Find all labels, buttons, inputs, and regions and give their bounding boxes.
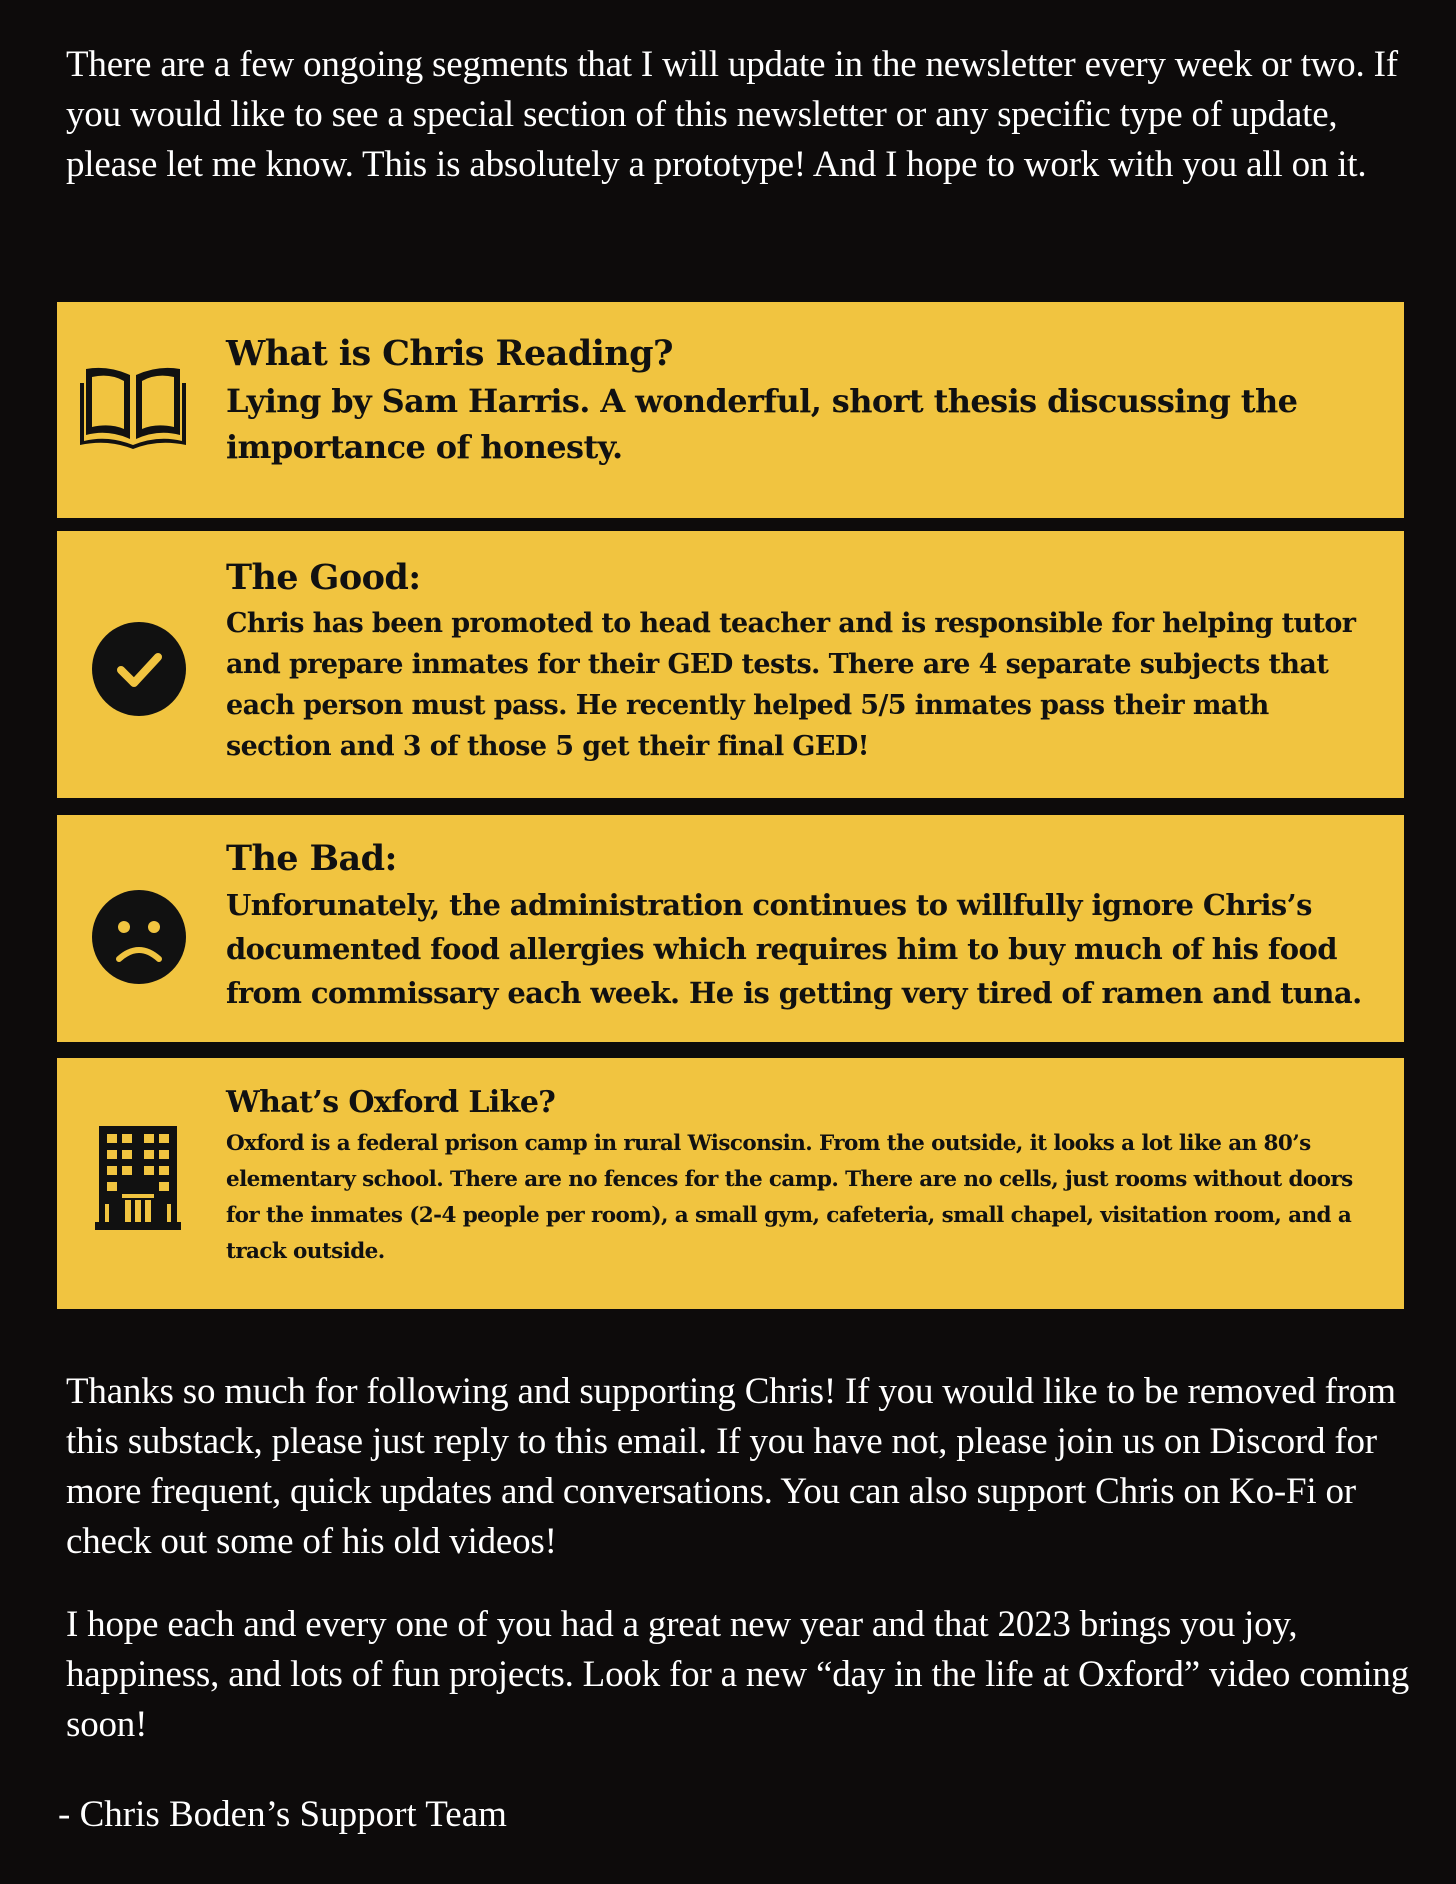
section-title: What is Chris Reading? <box>226 333 673 374</box>
section-text <box>226 553 1374 767</box>
section-body: Unforunately, the administration continues to willfully ignore Chris’s documented food allergies which requires him to buy much of his food from commissary each week. He is getting very tired of ramen and tuna. <box>226 888 1362 1010</box>
check-circle-icon <box>89 619 189 719</box>
section-text <box>226 835 1374 1015</box>
section-body: Lying by Sam Harris. A wonderful, short thesis discussing the importance of honesty. <box>226 382 1298 466</box>
building-icon <box>93 1122 183 1232</box>
section-card-reading <box>57 302 1404 518</box>
outro-paragraph-new-year: I hope each and every one of you had a great new year and that 2023 brings you joy, happiness, and lots of fun projects. Look for a new “day in the life at Oxford” video coming soon! <box>66 1604 1410 1745</box>
section-text <box>226 330 1374 470</box>
section-card-good <box>57 531 1404 798</box>
book-icon <box>73 350 193 460</box>
signature: - Chris Boden’s Support Team <box>58 1794 507 1835</box>
section-body: Chris has been promoted to head teacher and is responsible for helping tutor and prepare inmates for their GED tests. There are 4 separate subjects that each person must pass. He recently helped 5/5 inmates pass their math section and 3 of those 5 get their final GED! <box>226 608 1356 762</box>
intro-paragraph: There are a few ongoing segments that I will update in the newsletter every week or two. If you would like to see a special section of this newsletter or any specific type of update, please let me know. This is absolutely a prototype! And I hope to work with you all on it. <box>66 44 1398 185</box>
section-text <box>226 1080 1374 1270</box>
section-title: What’s Oxford Like? <box>226 1085 556 1120</box>
sad-face-icon <box>89 887 189 987</box>
section-card-oxford <box>57 1058 1404 1309</box>
section-title: The Bad: <box>226 838 397 879</box>
section-title: The Good: <box>226 557 421 598</box>
section-body: Oxford is a federal prison camp in rural Wisconsin. From the outside, it looks a lot like an 80’s elementary school. There are no fences for the camp. There are no cells, just rooms without doors for the inmates (2-4 people per room), a small gym, cafeteria, small chapel, visitation room, and a track outside. <box>226 1131 1353 1264</box>
outro-paragraph-thanks: Thanks so much for following and supporting Chris! If you would like to be removed from this substack, please just reply to this email. If you have not, please join us on Discord for more frequent, quick updates and conversations. You can also support Chris on Ko-Fi or check out some of his old videos! <box>66 1371 1396 1562</box>
section-card-bad <box>57 815 1404 1042</box>
